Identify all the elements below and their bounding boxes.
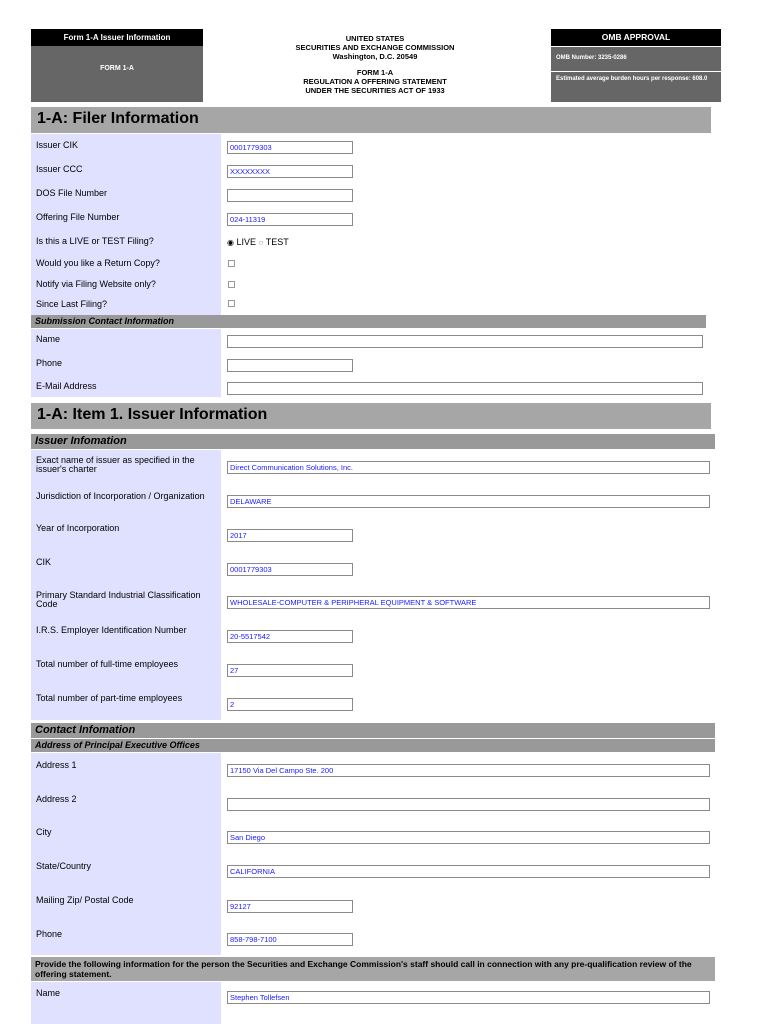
zip-field[interactable]: 92127 xyxy=(227,900,353,913)
contact-name-field[interactable] xyxy=(227,335,703,348)
jurisdiction-field[interactable]: DELAWARE xyxy=(227,495,710,508)
contact-name-label: Name xyxy=(36,334,61,344)
issuer-information-subtitle: Issuer Infomation xyxy=(31,434,715,449)
city-label: City xyxy=(36,827,52,837)
address1-label: Address 1 xyxy=(36,760,77,770)
issuer-cik-field[interactable]: 0001779303 xyxy=(227,141,353,154)
issuer-ccc-field[interactable]: XXXXXXXX xyxy=(227,165,353,178)
offering-file-number-label: Offering File Number xyxy=(36,212,120,222)
since-last-filing-label: Since Last Filing? xyxy=(36,299,108,309)
live-test-label: Is this a LIVE or TEST Filing? xyxy=(36,236,154,246)
irs-field[interactable]: 20-5517542 xyxy=(227,630,353,643)
test-radio-icon[interactable]: ○ xyxy=(258,238,264,247)
agency-heading xyxy=(210,34,540,61)
form-heading xyxy=(210,68,540,95)
filer-information-title: 1-A: Filer Information xyxy=(31,107,711,133)
dos-file-number-field[interactable] xyxy=(227,189,353,202)
contact-email-label: E-Mail Address xyxy=(36,381,97,391)
omb-approval-title: OMB APPROVAL xyxy=(551,29,721,46)
agency-line: UNITED STATES xyxy=(345,34,405,43)
address1-field[interactable]: 17150 Via Del Campo Ste. 200 xyxy=(227,764,710,777)
staff-contact-instructions: Provide the following information for the person the Securities and Exchange Commission's staff should call in connection with any pre-qualification review of the offering statement. xyxy=(31,957,715,981)
contact-email-field[interactable] xyxy=(227,382,703,395)
staff-contact-name-field[interactable]: Stephen Tollefsen xyxy=(227,991,710,1004)
parttime-label: Total number of part-time employees xyxy=(36,693,183,703)
contact-phone-label: Phone xyxy=(36,358,63,368)
omb-burden: Estimated average burden hours per response: 608.0 xyxy=(551,72,721,102)
live-radio-icon[interactable]: ◉ xyxy=(227,238,234,247)
omb-number: OMB Number: 3235-0286 xyxy=(551,47,721,71)
form-code-box: FORM 1-A xyxy=(31,46,203,102)
exact-name-label: Exact name of issuer as specified in the issuer's charter xyxy=(36,455,195,474)
phone-field[interactable]: 858-798-7100 xyxy=(227,933,353,946)
dos-file-number-label: DOS File Number xyxy=(36,188,108,198)
year-label: Year of Incorporation xyxy=(36,523,120,533)
fulltime-label: Total number of full-time employees xyxy=(36,659,179,669)
cik-label: CIK xyxy=(36,557,52,567)
city-field[interactable]: San Diego xyxy=(227,831,710,844)
irs-label: I.R.S. Employer Identification Number xyxy=(36,625,187,635)
state-field[interactable]: CALIFORNIA xyxy=(227,865,710,878)
form-line: UNDER THE SECURITIES ACT OF 1933 xyxy=(305,86,445,95)
form-line: REGULATION A OFFERING STATEMENT xyxy=(303,77,447,86)
sic-field[interactable]: WHOLESALE-COMPUTER & PERIPHERAL EQUIPMENT & SOFTWARE xyxy=(227,596,710,609)
contact-information-subtitle: Contact Infomation xyxy=(31,723,715,738)
issuer-ccc-label: Issuer CCC xyxy=(36,164,83,174)
live-test-radio-group xyxy=(227,237,289,247)
exact-name-field[interactable]: Direct Communication Solutions, Inc. xyxy=(227,461,710,474)
submission-contact-title: Submission Contact Information xyxy=(31,315,706,328)
phone-label: Phone xyxy=(36,929,63,939)
contact-phone-field[interactable] xyxy=(227,359,353,372)
live-radio-label: LIVE xyxy=(236,237,257,247)
form-line: FORM 1-A xyxy=(356,68,394,77)
state-label: State/Country xyxy=(36,861,92,871)
contact-label-column xyxy=(31,753,221,955)
address2-field[interactable] xyxy=(227,798,710,811)
year-field[interactable]: 2017 xyxy=(227,529,353,542)
agency-line: Washington, D.C. 20549 xyxy=(332,52,418,61)
zip-label: Mailing Zip/ Postal Code xyxy=(36,895,134,905)
fulltime-field[interactable]: 27 xyxy=(227,664,353,677)
address2-label: Address 2 xyxy=(36,794,77,804)
jurisdiction-label: Jurisdiction of Incorporation / Organization xyxy=(36,491,205,501)
sic-label: Primary Standard Industrial Classification Code xyxy=(36,590,201,609)
since-last-filing-checkbox[interactable] xyxy=(228,300,235,307)
offering-file-number-field[interactable]: 024-11319 xyxy=(227,213,353,226)
return-copy-label: Would you like a Return Copy? xyxy=(36,258,160,268)
staff-contact-name-label: Name xyxy=(36,988,61,998)
form-title-box: Form 1-A Issuer Information xyxy=(31,29,203,46)
return-copy-checkbox[interactable] xyxy=(228,260,235,267)
notify-website-checkbox[interactable] xyxy=(228,281,235,288)
agency-line: SECURITIES AND EXCHANGE COMMISSION xyxy=(295,43,455,52)
item1-title: 1-A: Item 1. Issuer Information xyxy=(31,403,711,429)
notify-website-label: Notify via Filing Website only? xyxy=(36,279,156,289)
issuer-cik-label: Issuer CIK xyxy=(36,140,79,150)
cik-field[interactable]: 0001779303 xyxy=(227,563,353,576)
parttime-field[interactable]: 2 xyxy=(227,698,353,711)
address-subtitle: Address of Principal Executive Offices xyxy=(31,739,715,752)
test-radio-label: TEST xyxy=(265,237,289,247)
